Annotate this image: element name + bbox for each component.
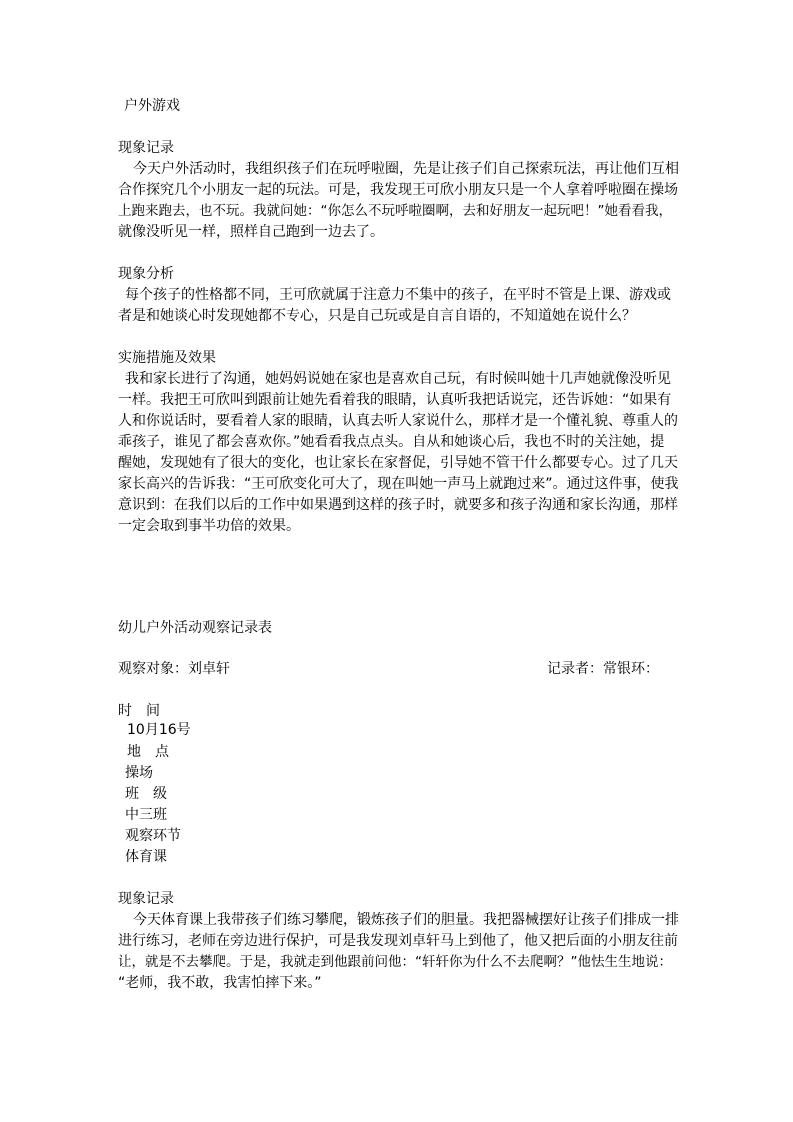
section2-record-line: “老师，我不敢，我害怕摔下来。” — [118, 975, 322, 991]
section1-measures-line: 我和家长进行了沟通，她妈妈说她在家也是喜欢自己玩，有时候叫她十几声她就像没听见 — [125, 371, 671, 387]
section2-record-heading: 现象记录 — [118, 891, 174, 907]
section1-measures-heading: 实施措施及效果 — [118, 350, 216, 366]
section2-record-line: 进行练习，老师在旁边进行保护，可是我发现刘卓轩马上到他了，他又把后面的小朋友往前 — [118, 933, 678, 949]
section1-measures-line: 醒她，发现她有了很大的变化，也让家长在家督促，引导她不管干什么都要专心。过了几天 — [118, 455, 678, 471]
section1-analysis-line: 每个孩子的性格都不同，王可欣就属于注意力不集中的孩子，在平时不管是上课、游戏或 — [125, 287, 671, 303]
field-label-time: 时 间 — [118, 703, 160, 719]
section1-measures-line: 意识到：在我们以后的工作中如果遇到这样的孩子时，就要多和孩子沟通和家长沟通，那样 — [118, 497, 678, 513]
section1-measures-line: 家长高兴的告诉我：“王可欣变化可大了，现在叫她一声马上就跑过来”。通过这件事，使我 — [118, 476, 679, 492]
field-value-session: 体育课 — [125, 849, 167, 865]
recorder: 记录者：常银环： — [547, 661, 659, 677]
section1-record-line: 就像没听见一样，照样自己跑到一边去了。 — [118, 224, 384, 240]
field-label-class: 班 级 — [125, 786, 167, 802]
field-value-place: 操场 — [125, 765, 153, 781]
section1-analysis-line: 者是和她谈心时发现她都不专心，只是自己玩或是自言自语的，不知道她在说什么？ — [118, 308, 636, 324]
observation-subject: 观察对象：刘卓轩 — [118, 661, 230, 677]
section1-measures-line: 一定会取到事半功倍的效果。 — [118, 518, 300, 534]
section1-record-heading: 现象记录 — [118, 140, 174, 156]
section2-title: 幼儿户外活动观察记录表 — [118, 620, 272, 636]
section1-title: 户外游戏 — [124, 98, 180, 114]
section1-record-line: 上跑来跑去，也不玩。我就问她：“你怎么不玩呼啦圈啊，去和好朋友一起玩吧！”她看看我， — [118, 203, 672, 219]
section1-measures-line: 乖孩子，谁见了都会喜欢你。”她看看我点点头。自从和她谈心后，我也不时的关注她，提 — [118, 434, 665, 450]
field-value-class: 中三班 — [125, 807, 167, 823]
section2-record-line: 今天体育课上我带孩子们练习攀爬，锻炼孩子们的胆量。我把器械摆好让孩子们排成一排 — [133, 912, 679, 928]
section2-record-line: 让，就是不去攀爬。于是，我就走到他跟前问他：“轩轩你为什么不去爬啊？”他怯生生地说： — [118, 954, 672, 970]
section1-record-line: 今天户外活动时，我组织孩子们在玩呼啦圈，先是让孩子们自己探索玩法，再让他们互相 — [133, 161, 679, 177]
field-label-place: 地 点 — [127, 744, 169, 760]
section1-analysis-heading: 现象分析 — [118, 266, 174, 282]
field-label-session: 观察环节 — [125, 828, 181, 844]
field-value-time: 10月16号 — [127, 722, 191, 738]
section1-record-line: 合作探究几个小朋友一起的玩法。可是，我发现王可欣小朋友只是一个人拿着呼啦圈在操场 — [118, 182, 678, 198]
section1-measures-line: 一样。我把王可欣叫到跟前让她先看着我的眼睛，认真听我把话说完，还告诉她：“如果有 — [118, 392, 672, 408]
section1-measures-line: 人和你说话时，要看着人家的眼睛，认真去听人家说什么，那样才是一个懂礼貌、尊重人的 — [118, 413, 678, 429]
